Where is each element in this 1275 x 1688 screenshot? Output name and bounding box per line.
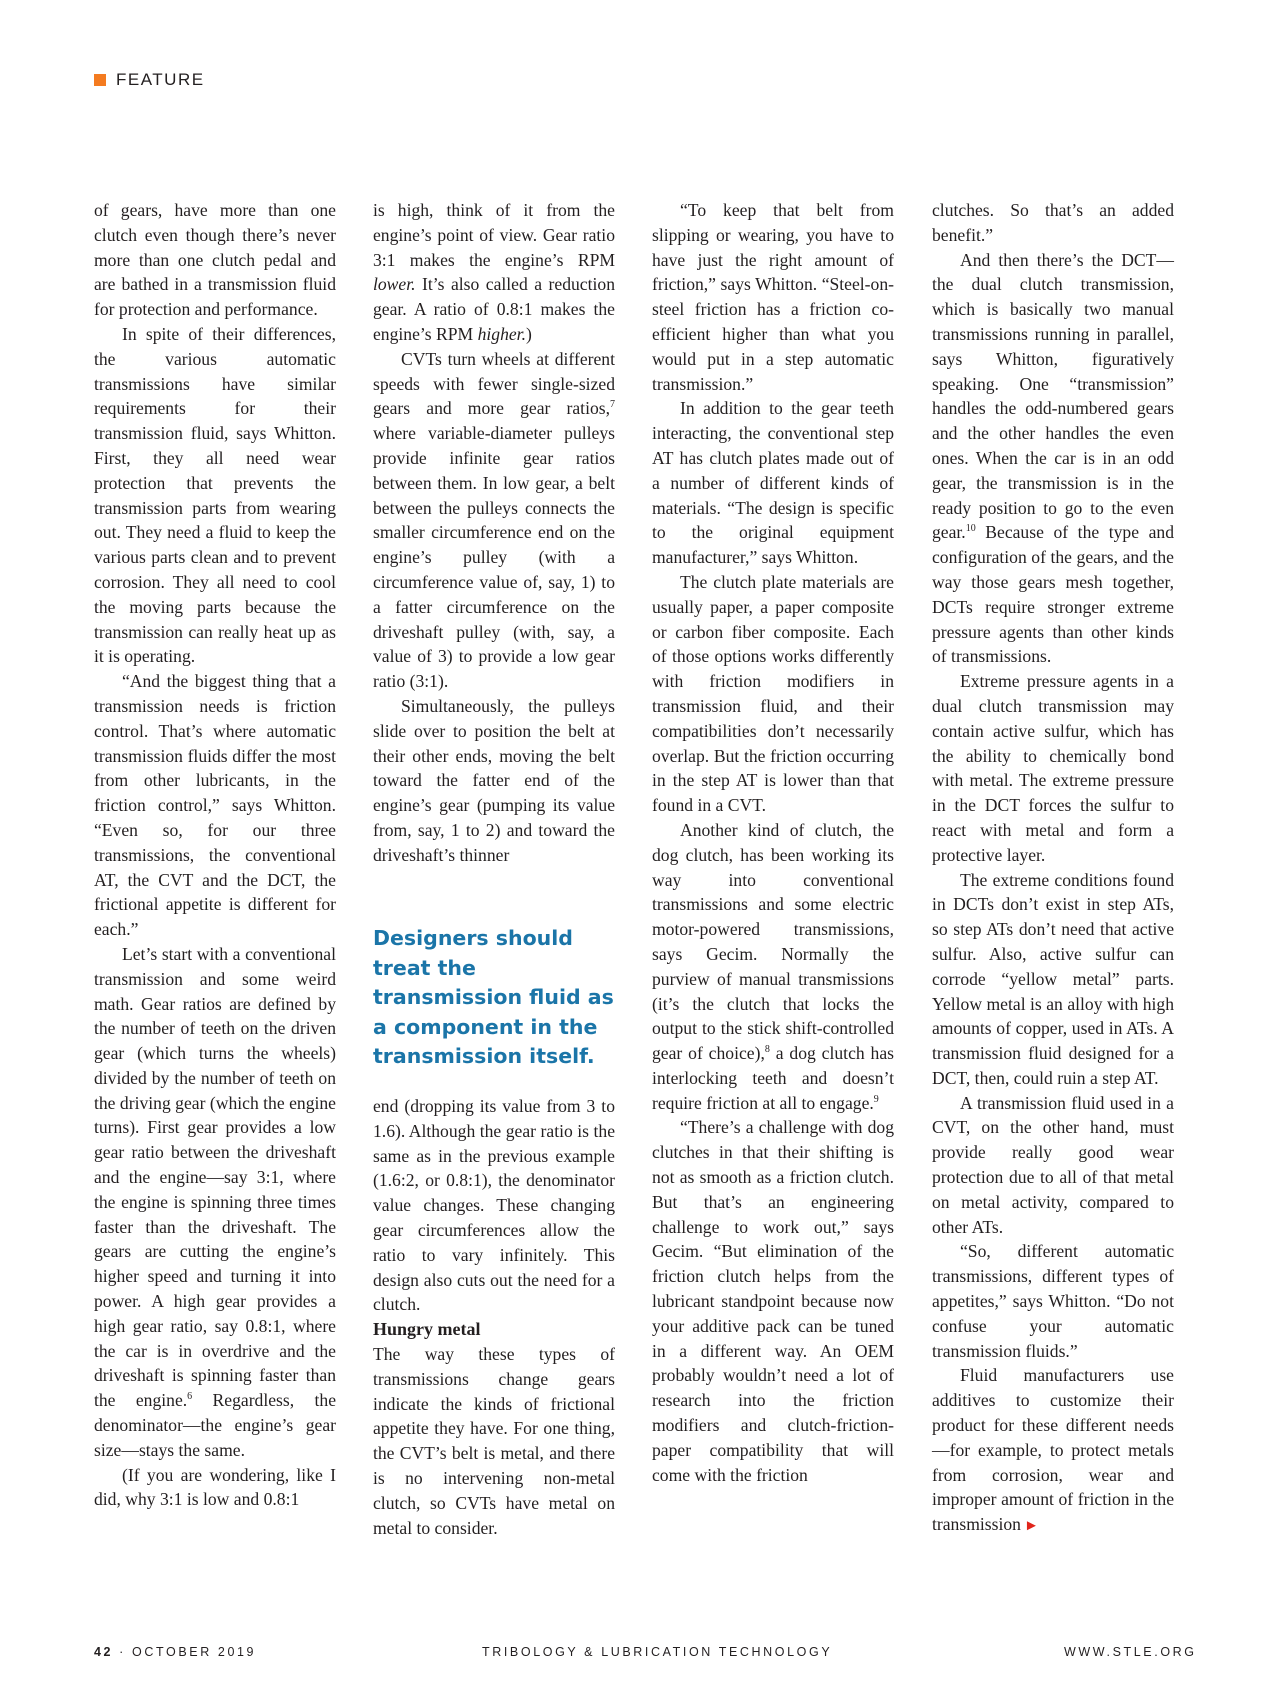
text-run: where variable-diameter pulleys provide infinite gear ratios between them. In low gear, a belt between the pulleys connects the smaller circumference end on the engine’s pulley (with a circumference value of, say, 1) to a fatter circumference on the driveshaft pulley (with, say, a value of 3) to provide a low gear ratio (3:1). bbox=[373, 423, 615, 692]
column-2 bbox=[373, 198, 615, 868]
continue-arrow-icon: ► bbox=[1023, 1518, 1039, 1535]
publication-name: TRIBOLOGY & LUBRICATION TECHNOLOGY bbox=[482, 1645, 833, 1659]
text-run: Fluid manufacturers use additives to customize their product for these different needs—for example, to protect metals from corrosion, wear and improper amount of friction in the transmission bbox=[932, 1365, 1174, 1535]
paragraph: A transmission fluid used in a CVT, on the other hand, must provide really good wear protection due to all of that metal on metal activity, compared to other ATs. bbox=[932, 1092, 1174, 1237]
paragraph bbox=[373, 347, 615, 694]
column-4 bbox=[932, 198, 1174, 1539]
paragraph: clutches. So that’s an added benefit.” bbox=[932, 200, 1174, 245]
text-run: And then there’s the DCT—the dual clutch transmission, which is basically two manual transmissions running in parallel, says Whitton, figuratively speaking. One “transmission” handles the odd-numbered gears and the other handles the even ones. When the car is in an odd gear, the transmission is in the ready position to go to the even gear. bbox=[932, 249, 1174, 543]
paragraph: The clutch plate materials are usually paper, a paper composite or carbon fiber composite. Each of those options works differently with friction modifiers in transmission fluid, and their compatibilities don’t necessarily overlap. But the friction occurring in the step AT is lower than that found in a CVT. bbox=[652, 571, 894, 816]
paragraph bbox=[652, 818, 894, 1116]
paragraph: of gears, have more than one clutch even though there’s never more than one clutch pedal and are bathed in a transmission fluid for protection and performance. bbox=[94, 200, 336, 320]
text-run: CVTs turn wheels at different speeds with fewer single-sized gears and more gear ratios, bbox=[373, 348, 615, 419]
paragraph bbox=[932, 1363, 1174, 1539]
paragraph: “To keep that belt from slipping or wearing, you have to have just the right amount of friction,” says Whitton. “Steel-on-steel friction has a friction co-efficient higher than what you would put in a step automatic transmission.” bbox=[652, 200, 894, 394]
paragraph: Extreme pressure agents in a dual clutch transmission may contain active sulfur, which has the ability to chemically bond with metal. The extreme pressure in the DCT forces the sulfur to react with metal and form a protective layer. bbox=[932, 671, 1174, 865]
footer-separator: · bbox=[113, 1645, 133, 1659]
pull-quote: Designers should treat the transmission fluid as a component in the transmission itself. bbox=[373, 926, 614, 1068]
footnote-ref: 6 bbox=[187, 1391, 193, 1403]
website-url: WWW.STLE.ORG bbox=[1064, 1645, 1197, 1659]
footnote-ref: 8 bbox=[764, 1044, 770, 1056]
text-run: Regardless, the denominator—the engine’s gear size—stays the same. bbox=[94, 1390, 337, 1460]
text-run: Let’s start with a conventional transmission and some weird math. Gear ratios are defined by the number of teeth on the driven gear (which turns the wheels) divided by the number of teeth on the driving gear (which the engine turns). First gear provides a low gear ratio between the driveshaft and the engine—say 3:1, where the engine is spinning three times faster than the driveshaft. The gears are cutting the engine’s higher speed and turning it into power. A high gear provides a high gear ratio, say 0.8:1, where the car is in overdrive and the driveshaft is spinning faster than the engine. bbox=[94, 943, 336, 1411]
paragraph: “And the biggest thing that a transmission needs is friction control. That’s where automatic transmission fluids differ the most from other lubricants, in the friction control,” says Whitton. “Even so, for our three transmissions, the conventional AT, the CVT and the DCT, the frictional appetite is different for each.” bbox=[94, 671, 336, 940]
text-run: is high, think of it from the engine’s point of view. Gear ratio 3:1 makes the engine’s RPM bbox=[373, 200, 615, 270]
footnote-ref: 10 bbox=[965, 523, 976, 535]
paragraph: In addition to the gear teeth interacting, the conventional step AT has clutch plates made out of a number of different kinds of materials. “The design is specific to the original equipment manufacturer,” says Whitton. bbox=[652, 398, 894, 568]
italic-text: higher. bbox=[477, 323, 526, 344]
paragraph: end (dropping its value from 3 to 1.6). Although the gear ratio is the same as in the previous example (1.6:2, or 0.8:1), the denominator value changes. These changing gear circumferences allow the ratio to vary infinitely. This design also cuts out the need for a clutch. bbox=[373, 1096, 615, 1315]
column-2-continued bbox=[373, 1094, 615, 1540]
paragraph: In spite of their differences, the various automatic transmissions have similar requirements for their transmission fluid, says Whitton. First, they all need wear protection that prevents the transmission parts from wearing out. They need a fluid to keep the various parts clean and to prevent corrosion. They all need to cool the moving parts because the transmission can really heat up as it is operating. bbox=[94, 323, 336, 667]
issue-date: OCTOBER 2019 bbox=[132, 1645, 257, 1659]
paragraph bbox=[373, 198, 615, 347]
subheading: Hungry metal bbox=[373, 1319, 481, 1340]
footnote-ref: 7 bbox=[610, 399, 615, 411]
footer-page-info bbox=[94, 1645, 256, 1659]
paragraph bbox=[932, 248, 1174, 670]
text-run: Another kind of clutch, the dog clutch, has been working its way into conventional transmissions and some electric motor-powered transmissions, says Gecim. Normally the purview of manual transmissions (it’s the clutch that locks the output to the stick shift-controlled gear of choice), bbox=[652, 819, 894, 1064]
text-run: ) bbox=[525, 323, 532, 344]
paragraph: The extreme conditions found in DCTs don’t exist in step ATs, so step ATs don’t need that active sulfur. Also, active sulfur can corrode “yellow metal” parts. Yellow metal is an alloy with high amounts of copper, used in ATs. A transmission fluid designed for a DCT, then, could ruin a step AT. bbox=[932, 869, 1174, 1088]
orange-square-icon bbox=[94, 74, 106, 86]
paragraph: Simultaneously, the pulleys slide over to position the belt at their other ends, moving the belt toward the fatter end of the engine’s gear (pumping its value from, say, 1 to 2) and toward the driveshaft’s thinner bbox=[373, 695, 615, 865]
paragraph: (If you are wondering, like I did, why 3:1 is low and 0.8:1 bbox=[94, 1464, 336, 1510]
italic-text: lower. bbox=[373, 274, 416, 295]
text-run: a dog clutch has interlocking teeth and doesn’t require friction at all to engage. bbox=[652, 1043, 894, 1113]
paragraph bbox=[94, 942, 336, 1463]
column-3 bbox=[652, 198, 894, 1487]
section-label: FEATURE bbox=[116, 70, 205, 89]
section-header bbox=[94, 70, 205, 90]
page-number: 42 bbox=[94, 1645, 114, 1659]
paragraph: “There’s a challenge with dog clutches in that their shifting is not as smooth as a friction clutch. But that’s an engineering challenge to work out,” says Gecim. “But elimination of the friction clutch helps from the lubricant standpoint because now your additive pack can be tuned in a different way. An OEM probably wouldn’t need a lot of research into the friction modifiers and clutch-friction-paper compatibility that will come with the friction bbox=[652, 1117, 894, 1485]
text-run: Because of the type and configuration of the gears, and the way those gears mesh together, DCTs require stronger extreme pressure agents than other kinds of transmissions. bbox=[932, 522, 1174, 667]
paragraph: The way these types of transmissions change gears indicate the kinds of frictional appetite they have. For one thing, the CVT’s belt is metal, and there is no intervening non-metal clutch, so CVTs have metal on metal to consider. bbox=[373, 1343, 615, 1538]
paragraph: “So, different automatic transmissions, different types of appetites,” says Whitton. “Do not confuse your automatic transmission fluids.” bbox=[932, 1241, 1174, 1361]
footnote-ref: 9 bbox=[873, 1093, 879, 1105]
column-1 bbox=[94, 198, 336, 1512]
text-run: It’s also called a reduction gear. A ratio of 0.8:1 makes the engine’s RPM bbox=[373, 274, 615, 344]
